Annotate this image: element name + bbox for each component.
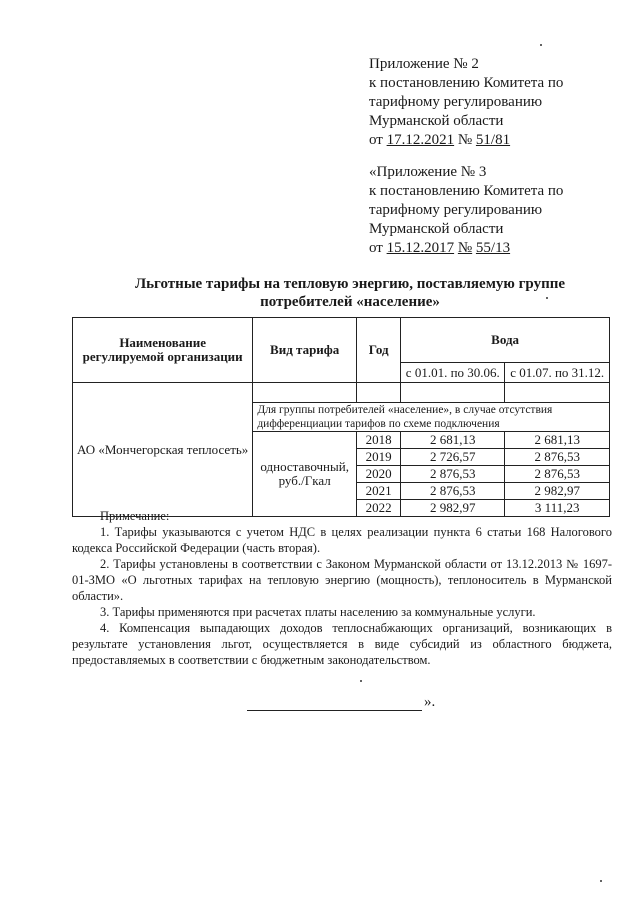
group-note: Для группы потребителей «население», в случае отсутствия дифференциации тарифов по схеме подключения xyxy=(253,403,610,432)
date-prefix: от xyxy=(369,132,383,148)
appendix-line: тарифному регулированию xyxy=(369,94,543,110)
number-sign: № xyxy=(457,240,473,256)
notes-heading: Примечание: xyxy=(100,509,170,523)
empty-cell xyxy=(253,383,357,403)
note-item: 3. Тарифы применяются при расчетах платы населению за коммунальные услуги. xyxy=(100,605,536,619)
tariff-value: 2 982,97 xyxy=(401,500,505,517)
tariff-value: 2 726,57 xyxy=(401,449,505,466)
tariff-value: 2 876,53 xyxy=(505,449,610,466)
note-item: 2. Тарифы установлены в соответствии с Законом Мурманской области от 13.12.2013 № 1697-01-ЗМО «О льготных тарифах на тепловую энергию (мощность), теплоноситель в Мурманской области». xyxy=(72,557,612,603)
empty-cell xyxy=(357,383,401,403)
year-cell: 2022 xyxy=(357,500,401,517)
resolution-number: 51/81 xyxy=(475,132,511,148)
date-prefix: от xyxy=(369,240,383,256)
closing-line xyxy=(247,709,422,711)
resolution-date: 17.12.2021 xyxy=(386,132,455,148)
title-line: Льготные тарифы на тепловую энергию, поставляемую группе xyxy=(134,276,566,292)
tariff-value: 2 876,53 xyxy=(401,483,505,500)
tariff-table xyxy=(72,317,610,517)
year-cell: 2019 xyxy=(357,449,401,466)
appendix-line: Мурманской области xyxy=(369,221,504,237)
empty-cell xyxy=(505,383,610,403)
number-sign: № xyxy=(457,132,473,148)
header-year: Год xyxy=(357,318,401,383)
resolution-date: 15.12.2017 xyxy=(386,240,455,256)
appendix-date-line xyxy=(369,239,619,258)
empty-cell xyxy=(401,383,505,403)
document-title xyxy=(70,275,630,311)
note-item: 1. Тарифы указываются с учетом НДС в целях реализации пункта 6 статьи 168 Налогового кодекса Российской Федерации (часть вторая). xyxy=(72,525,612,555)
appendix-line: Приложение № 2 xyxy=(369,56,479,72)
appendix-date-line xyxy=(369,131,619,150)
tariff-value: 2 876,53 xyxy=(505,466,610,483)
appendix-3-header xyxy=(369,163,619,258)
appendix-line: Мурманской области xyxy=(369,113,504,129)
year-cell: 2021 xyxy=(357,483,401,500)
tariff-value: 2 681,13 xyxy=(401,432,505,449)
closing-quote: ». xyxy=(424,694,436,710)
appendix-2-header xyxy=(369,55,619,150)
tariff-value: 2 876,53 xyxy=(401,466,505,483)
scan-speck xyxy=(600,880,602,882)
tariff-type: одноставочный, руб./Гкал xyxy=(253,432,357,517)
header-water: Вода xyxy=(401,318,610,363)
notes-section xyxy=(72,508,612,668)
scan-speck xyxy=(540,44,542,46)
table-header-row xyxy=(73,318,610,363)
resolution-number: 55/13 xyxy=(475,240,511,256)
header-org: Наименование регулируемой организации xyxy=(73,318,253,383)
appendix-line: тарифному регулированию xyxy=(369,202,543,218)
note-item: 4. Компенсация выпадающих доходов теплоснабжающих организаций, возникающих в результате установления льгот, осуществляется в виде субсидий из областного бюджета, предоставляемых в соответствии с бюджетным законодательством. xyxy=(72,621,612,667)
header-type: Вид тарифа xyxy=(253,318,357,383)
scan-speck xyxy=(360,680,362,682)
appendix-line: «Приложение № 3 xyxy=(369,164,487,180)
tariff-value: 3 111,23 xyxy=(505,500,610,517)
period-second-half: с 01.07. по 31.12. xyxy=(505,363,610,383)
title-line: потребителей «население» xyxy=(260,294,440,310)
year-cell: 2018 xyxy=(357,432,401,449)
tariff-value: 2 982,97 xyxy=(505,483,610,500)
year-cell: 2020 xyxy=(357,466,401,483)
appendix-line: к постановлению Комитета по xyxy=(369,75,564,91)
period-first-half: с 01.01. по 30.06. xyxy=(401,363,505,383)
tariff-value: 2 681,13 xyxy=(505,432,610,449)
scan-speck xyxy=(546,297,548,299)
appendix-line: к постановлению Комитета по xyxy=(369,183,564,199)
empty-row xyxy=(73,383,610,403)
org-name: АО «Мончегорская теплосеть» xyxy=(73,383,253,517)
